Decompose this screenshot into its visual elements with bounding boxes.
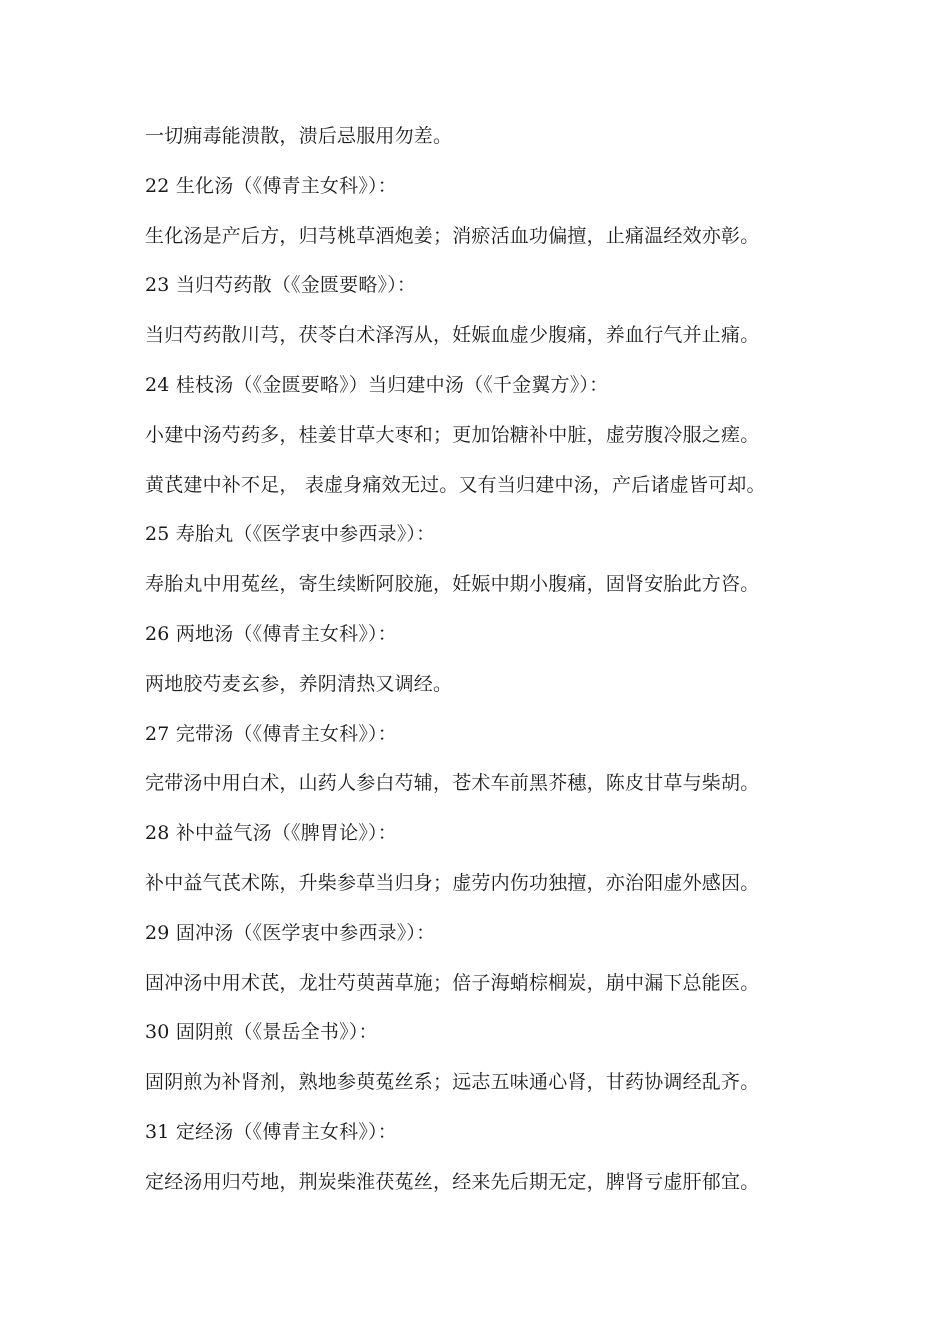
formula-heading: 27 完带汤（《傅青主女科》）： — [145, 722, 397, 745]
text-line: 黄芪建中补不足， 表虚身痛效无过。又有当归建中汤，产后诸虚皆可却。 — [145, 473, 766, 496]
document-body — [145, 118, 825, 1214]
formula-heading: 30 固阴煎（《景岳全书》）： — [145, 1021, 378, 1044]
formula-heading: 28 补中益气汤（《脾胃论》）： — [145, 822, 397, 845]
text-line: 定经汤用归芍地，荆炭柴淮茯菟丝，经来先后期无定，脾肾亏虚肝郁宜。 — [145, 1170, 760, 1193]
formula-heading: 31 定经汤（《傅青主女科》）： — [145, 1120, 397, 1143]
formula-heading: 29 固冲汤（《医学衷中参西录》）： — [145, 921, 436, 944]
text-line: 寿胎丸中用菟丝，寄生续断阿胶施，妊娠中期小腹痛，固肾安胎此方咨。 — [145, 573, 760, 596]
text-line: 小建中汤芍药多，桂姜甘草大枣和；更加饴糖补中脏，虚劳腹冷服之瘥。 — [145, 423, 760, 446]
text-line: 完带汤中用白术，山药人参白芍辅，苍术车前黑芥穗，陈皮甘草与柴胡。 — [145, 772, 760, 795]
text-line: 补中益气芪术陈，升柴参草当归身；虚劳内伤功独擅，亦治阳虚外感因。 — [145, 871, 760, 894]
formula-heading: 23 当归芍药散（《金匮要略》）： — [145, 274, 417, 297]
formula-heading: 26 两地汤（《傅青主女科》）： — [145, 622, 397, 645]
formula-heading: 25 寿胎丸（《医学衷中参西录》）： — [145, 523, 436, 546]
text-line: 固冲汤中用术芪，龙壮芍萸茜草施；倍子海蛸棕榈炭，崩中漏下总能医。 — [145, 971, 760, 994]
text-line: 生化汤是产后方，归芎桃草酒炮姜；消瘀活血功偏擅，止痛温经效亦彰。 — [145, 224, 760, 247]
text-line: 一切痈毒能溃散，溃后忌服用勿差。 — [145, 125, 453, 147]
text-line: 当归芍药散川芎，茯苓白术泽泻从，妊娠血虚少腹痛，养血行气并止痛。 — [145, 324, 760, 347]
text-line: 两地胶芍麦玄参，养阴清热又调经。 — [145, 672, 453, 695]
formula-heading: 22 生化汤（《傅青主女科》）： — [145, 174, 397, 197]
text-line: 固阴煎为补肾剂，熟地参萸菟丝系；远志五味通心肾，甘药协调经乱齐。 — [145, 1071, 760, 1094]
formula-heading: 24 桂枝汤（《金匮要略》）当归建中汤（《千金翼方》）： — [145, 373, 609, 396]
